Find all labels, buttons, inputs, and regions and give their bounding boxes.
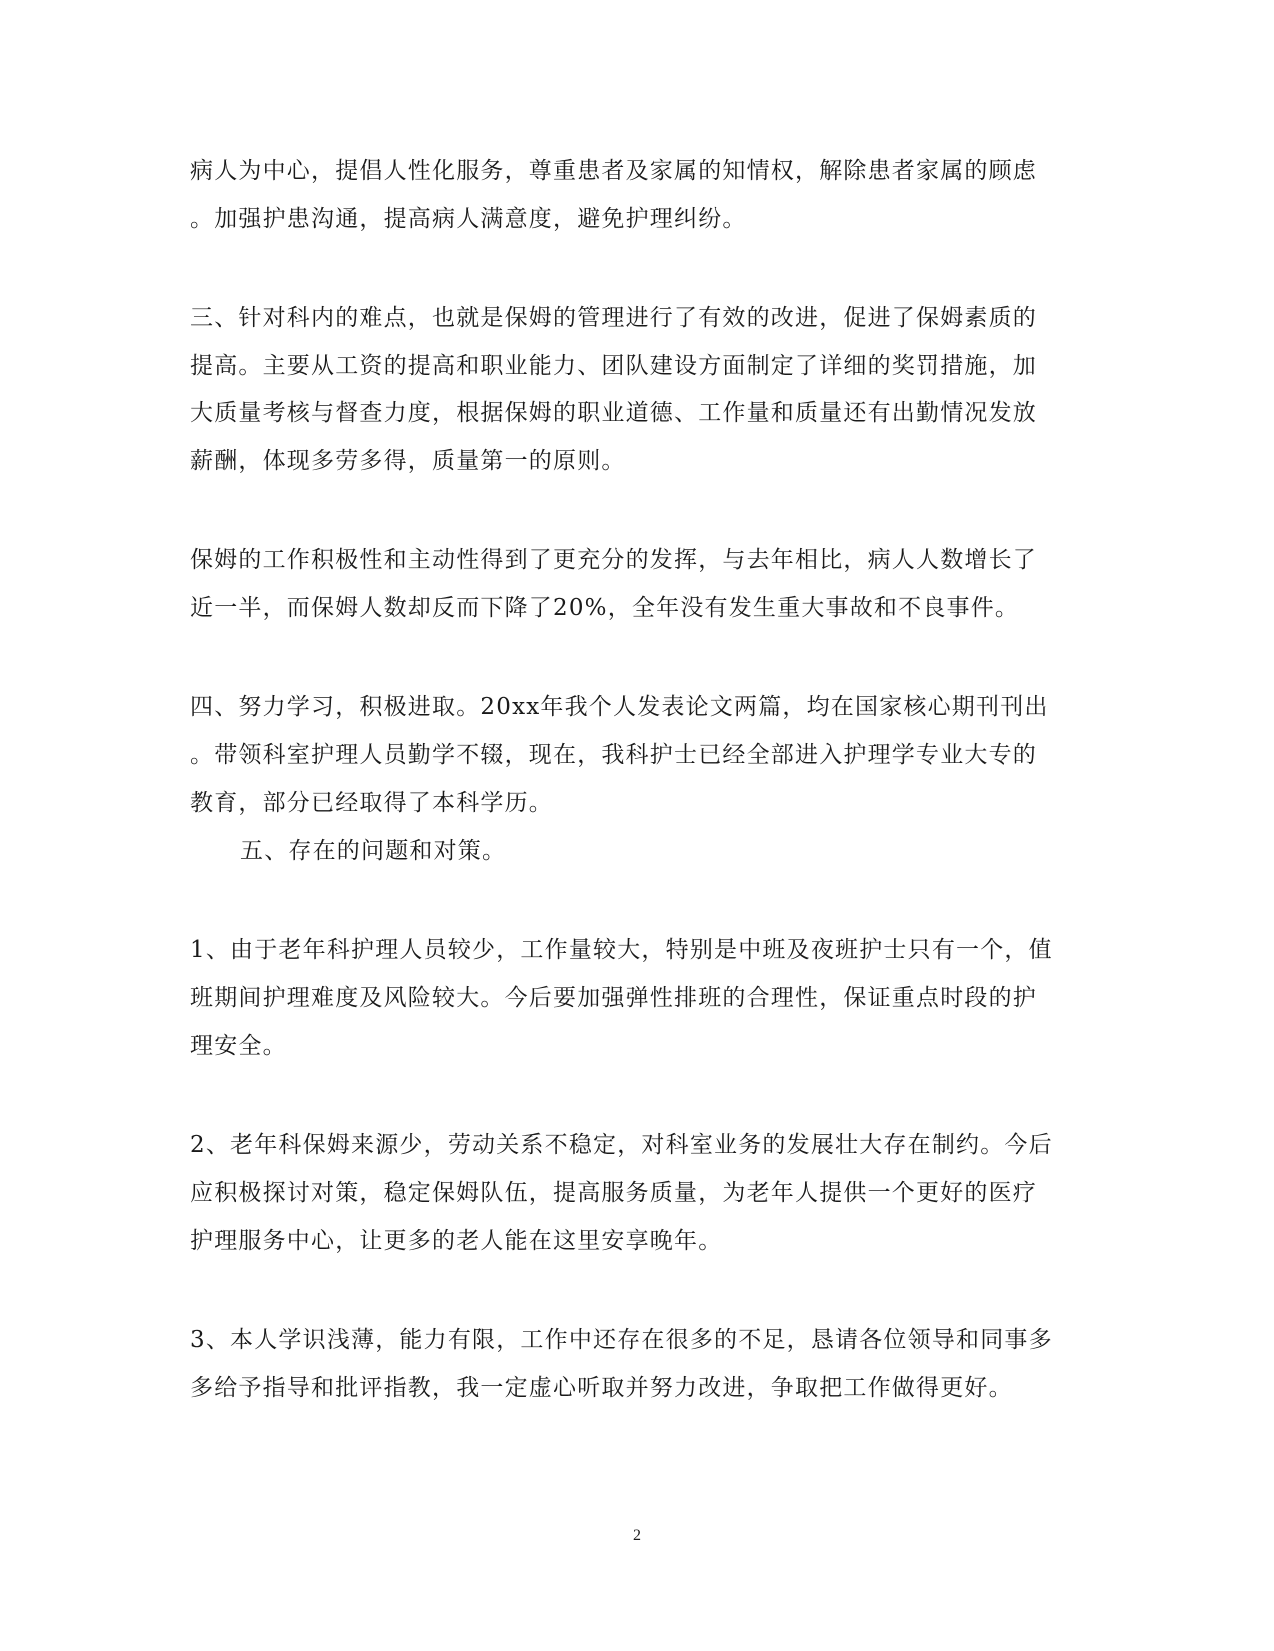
paragraph-line: 理安全。 (190, 1033, 287, 1059)
paragraph-line: 四、努力学习，积极进取。20xx年我个人发表论文两篇，均在国家核心期刊刊出 (190, 694, 1049, 720)
paragraph-line: 。加强护患沟通，提高病人满意度，避免护理纠纷。 (190, 206, 747, 232)
paragraph-line: 近一半，而保姆人数却反而下降了20%，全年没有发生重大事故和不良事件。 (190, 595, 1020, 621)
paragraph-line: 多给予指导和批评指教，我一定虚心听取并努力改进，争取把工作做得更好。 (190, 1375, 1013, 1401)
paragraph-line: 护理服务中心，让更多的老人能在这里安享晚年。 (190, 1228, 723, 1254)
paragraph-line: 三、针对科内的难点，也就是保姆的管理进行了有效的改进，促进了保姆素质的 (190, 305, 1037, 331)
paragraph-line: 薪酬，体现多劳多得，质量第一的原则。 (190, 448, 626, 474)
paragraph-line: 保姆的工作积极性和主动性得到了更充分的发挥，与去年相比，病人人数增长了 (190, 547, 1037, 573)
paragraph-line: 1、由于老年科护理人员较少，工作量较大，特别是中班及夜班护士只有一个，值 (190, 937, 1053, 963)
paragraph-line: 病人为中心，提倡人性化服务，尊重患者及家属的知情权，解除患者家属的顾虑 (190, 158, 1037, 184)
page-number: 2 (633, 1527, 641, 1544)
paragraph-line: 3、本人学识浅薄，能力有限，工作中还存在很多的不足，恳请各位领导和同事多 (190, 1327, 1053, 1353)
paragraph-line: 教育，部分已经取得了本科学历。 (190, 790, 553, 816)
paragraph-line: 2、老年科保姆来源少，劳动关系不稳定，对科室业务的发展壮大存在制约。今后 (190, 1132, 1053, 1158)
paragraph-line: 班期间护理难度及风险较大。今后要加强弹性排班的合理性，保证重点时段的护 (190, 985, 1037, 1011)
paragraph-line: 大质量考核与督查力度，根据保姆的职业道德、工作量和质量还有出勤情况发放 (190, 400, 1037, 426)
paragraph-line: 。带领科室护理人员勤学不辍，现在，我科护士已经全部进入护理学专业大专的 (190, 742, 1037, 768)
paragraph-line: 提高。主要从工资的提高和职业能力、团队建设方面制定了详细的奖罚措施，加 (190, 353, 1037, 379)
section-heading: 五、存在的问题和对策。 (240, 838, 507, 864)
paragraph-line: 应积极探讨对策，稳定保姆队伍，提高服务质量，为老年人提供一个更好的医疗 (190, 1180, 1037, 1206)
